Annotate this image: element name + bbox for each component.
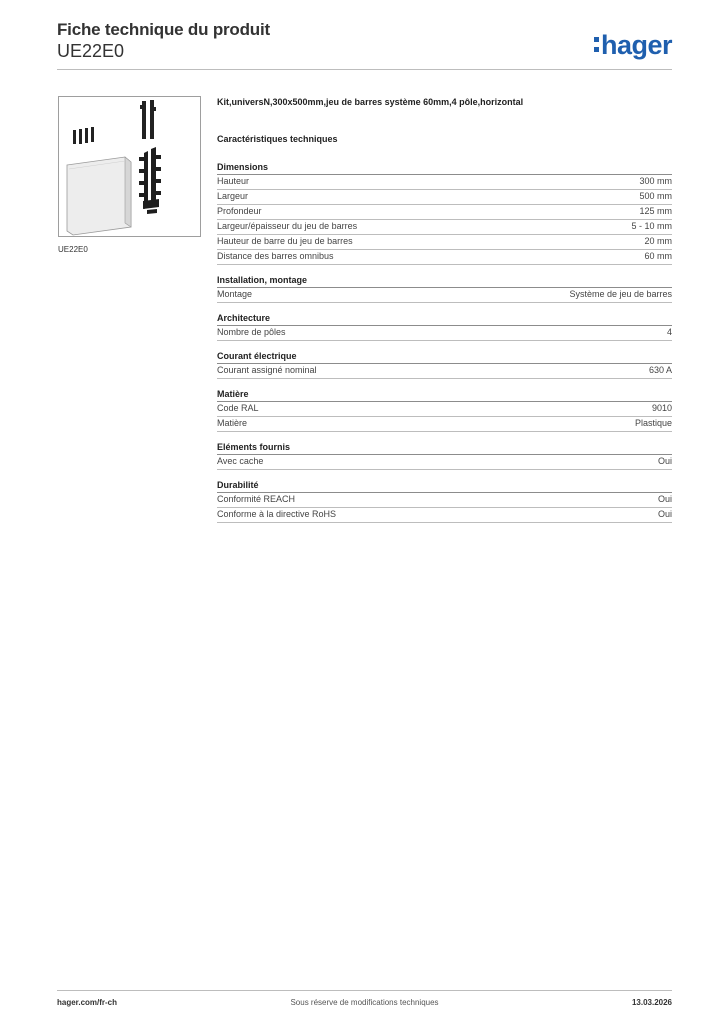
spec-value: 4 — [666, 327, 672, 337]
brand-logo-text: hager — [600, 30, 672, 60]
spec-row — [217, 417, 672, 432]
spec-group — [217, 389, 672, 432]
spec-group-title: Dimensions — [217, 162, 672, 175]
spec-group — [217, 480, 672, 523]
spec-label: Conformité REACH — [217, 494, 296, 504]
page-header — [57, 20, 672, 70]
spec-value: 500 mm — [639, 191, 672, 201]
spec-value: Oui — [657, 494, 672, 504]
spec-group-title: Matière — [217, 389, 672, 402]
product-kit-illustration — [59, 97, 200, 236]
spec-row — [217, 326, 672, 341]
spec-groups — [217, 162, 672, 523]
spec-value: Oui — [657, 456, 672, 466]
spec-group-title: Installation, montage — [217, 275, 672, 288]
spec-row — [217, 220, 672, 235]
spec-label: Distance des barres omnibus — [217, 251, 334, 261]
spec-value: Plastique — [634, 418, 672, 428]
footer-website: hager.com/fr-ch — [57, 998, 118, 1007]
logo-dots-icon — [594, 37, 599, 53]
spec-label: Courant assigné nominal — [217, 365, 317, 375]
spec-label: Avec cache — [217, 456, 264, 466]
spec-row — [217, 250, 672, 265]
specs-heading: Caractéristiques techniques — [217, 134, 338, 144]
spec-label: Profondeur — [217, 206, 262, 216]
spec-value: 60 mm — [644, 251, 672, 261]
spec-label: Largeur/épaisseur du jeu de barres — [217, 221, 358, 231]
spec-row — [217, 235, 672, 250]
product-image — [58, 96, 201, 237]
spec-row — [217, 508, 672, 523]
spec-group — [217, 275, 672, 303]
spec-label: Matière — [217, 418, 248, 428]
image-caption: UE22E0 — [58, 245, 88, 254]
spec-row — [217, 175, 672, 190]
spec-label: Conforme à la directive RoHS — [217, 509, 337, 519]
spec-value: 125 mm — [639, 206, 672, 216]
spec-row — [217, 402, 672, 417]
document-title: Fiche technique du produit — [57, 20, 270, 39]
spec-label: Nombre de pôles — [217, 327, 286, 337]
header-divider — [57, 69, 672, 70]
spec-value: 20 mm — [644, 236, 672, 246]
spec-label: Montage — [217, 289, 253, 299]
spec-row — [217, 364, 672, 379]
spec-row — [217, 455, 672, 470]
spec-group-title: Courant électrique — [217, 351, 672, 364]
spec-group-title: Eléments fournis — [217, 442, 672, 455]
footer-divider — [57, 990, 672, 991]
spec-value: 9010 — [651, 403, 672, 413]
product-reference: UE22E0 — [57, 41, 125, 61]
spec-label: Hauteur de barre du jeu de barres — [217, 236, 353, 246]
spec-value: Oui — [657, 509, 672, 519]
spec-label: Code RAL — [217, 403, 259, 413]
footer-date: 13.03.2026 — [631, 998, 672, 1007]
spec-value: 630 A — [648, 365, 672, 375]
product-description: Kit,universN,300x500mm,jeu de barres système 60mm,4 pôle,horizontal — [217, 97, 524, 107]
brand-logo — [594, 30, 672, 61]
spec-value: 300 mm — [639, 176, 672, 186]
spec-row — [217, 288, 672, 303]
spec-label: Largeur — [217, 191, 249, 201]
specifications — [217, 97, 672, 533]
spec-row — [217, 205, 672, 220]
spec-value: Système de jeu de barres — [569, 289, 672, 299]
spec-group — [217, 162, 672, 265]
spec-group-title: Durabilité — [217, 480, 672, 493]
footer-disclaimer: Sous réserve de modifications techniques — [290, 998, 439, 1007]
spec-group — [217, 351, 672, 379]
spec-group — [217, 313, 672, 341]
spec-row — [217, 493, 672, 508]
spec-label: Hauteur — [217, 176, 250, 186]
spec-row — [217, 190, 672, 205]
spec-group — [217, 442, 672, 470]
spec-value: 5 - 10 mm — [631, 221, 672, 231]
spec-group-title: Architecture — [217, 313, 672, 326]
